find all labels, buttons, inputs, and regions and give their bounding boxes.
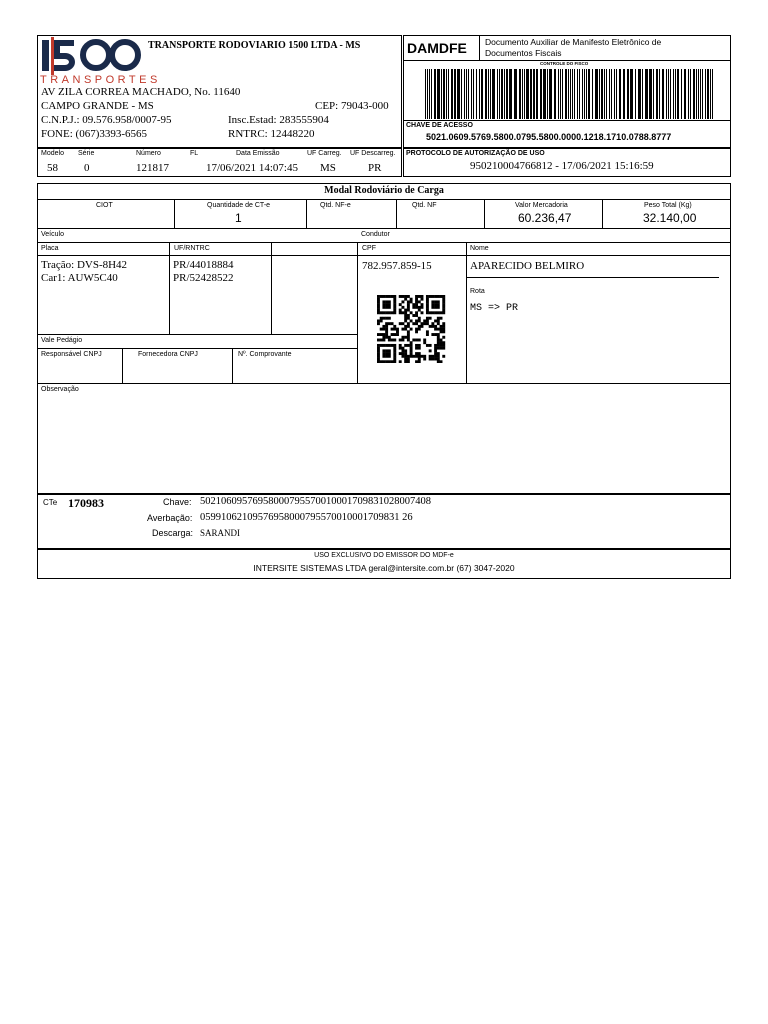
car1-value: Car1: AUW5C40 [41, 272, 118, 284]
qtd-cte-value: 1 [235, 211, 242, 225]
descarga-value: SARANDI [200, 528, 241, 538]
cte-number: 170983 [68, 496, 104, 510]
condutor-label: Condutor [361, 231, 390, 238]
issuer-address: AV ZILA CORREA MACHADO, No. 11640 [41, 86, 241, 98]
ciot-label: CIOT [96, 202, 113, 209]
fornecedora-cnpj-label: Fornecedora CNPJ [138, 351, 198, 358]
rota-label: Rota [470, 288, 485, 295]
qtd-cte-label: Quantidade de CT-e [207, 202, 271, 209]
logo-word: TRANSPORTES [40, 74, 161, 86]
damdfe-subtitle: Documento Auxiliar de Manifesto Eletrônico de Documentos Fiscais [485, 37, 662, 58]
emissao-label: Data Emissão [236, 150, 280, 157]
footer-sistema: INTERSITE SISTEMAS LTDA geral@intersite.com.br (67) 3047-2020 [253, 563, 515, 573]
uf-carreg-value: MS [320, 162, 336, 174]
issuer-rntrc: RNTRC: 12448220 [228, 128, 315, 140]
descarga-label: Descarga: [152, 528, 194, 538]
qtd-nf-label: Qtd. NF [412, 202, 437, 209]
company-name: TRANSPORTE RODOVIARIO 1500 LTDA - MS [148, 40, 361, 51]
issuer-city: CAMPO GRANDE - MS [41, 100, 154, 112]
veiculo-label: Veículo [41, 231, 64, 238]
access-key-barcode [425, 69, 715, 119]
protocolo-value: 950210004766812 - 17/06/2021 15:16:59 [470, 160, 654, 172]
protocolo-label: PROTOCOLO DE AUTORIZAÇÃO DE USO [406, 150, 545, 157]
cte-chave-value: 50210609576958000795570010001709831028007408 [200, 496, 431, 507]
cte-label: CTe [43, 498, 58, 507]
observacao-label: Observação [41, 386, 79, 393]
rntrc1-value: PR/44018884 [173, 259, 234, 271]
emissao-value: 17/06/2021 14:07:45 [206, 162, 298, 174]
numero-value: 121817 [136, 162, 169, 174]
controle-fisco-label: CONTROLE DO FISCO [540, 61, 589, 66]
uf-rntrc-label: UF/RNTRC [174, 245, 210, 252]
peso-value: 32.140,00 [643, 211, 697, 225]
peso-label: Peso Total (Kg) [644, 202, 692, 209]
tracao-value: Tração: DVS-8H42 [41, 259, 128, 271]
vale-pedagio-label: Vale Pedágio [41, 337, 83, 344]
qr-code [375, 295, 447, 363]
issuer-phone: FONE: (067)3393-6565 [41, 128, 148, 140]
nome-label: Nome [470, 245, 489, 252]
rota-value: MS => PR [470, 303, 519, 314]
averbacao-label: Averbação: [147, 513, 193, 523]
qtd-nfe-label: Qtd. NF-e [320, 202, 351, 209]
issuer-cep: CEP: 79043-000 [315, 100, 389, 112]
damdfe-title: DAMDFE [407, 40, 467, 56]
valor-value: 60.236,47 [518, 211, 572, 225]
chave-value: 5021.0609.5769.5800.0795.5800.0000.1218.1710.0788.8777 [426, 132, 672, 142]
cpf-value: 782.957.859-15 [362, 260, 432, 272]
issuer-ie: Insc.Estad: 283555904 [228, 114, 329, 126]
chave-label: CHAVE DE ACESSO [406, 122, 473, 129]
cpf-label: CPF [362, 245, 376, 252]
modal-title: Modal Rodoviário de Carga [324, 185, 444, 196]
valor-label: Valor Mercadoria [515, 202, 568, 209]
serie-value: 0 [84, 162, 90, 174]
modelo-value: 58 [47, 162, 58, 174]
serie-label: Série [78, 150, 95, 157]
modelo-label: Modelo [41, 150, 64, 157]
nome-value: APARECIDO BELMIRO [470, 260, 585, 272]
issuer-cnpj: C.N.P.J.: 09.576.958/0007-95 [41, 114, 172, 126]
comprovante-label: Nº. Comprovante [238, 351, 292, 358]
uf-descarreg-label: UF Descarreg. [350, 150, 396, 157]
cte-chave-label: Chave: [163, 497, 192, 507]
uf-carreg-label: UF Carreg. [307, 150, 342, 157]
responsavel-cnpj-label: Responsável CNPJ [41, 351, 102, 358]
averbacao-value: 05991062109576958000795570010001709831 26 [200, 512, 413, 523]
placa-label: Placa [41, 245, 59, 252]
uf-descarreg-value: PR [368, 162, 382, 174]
fl-label: FL [190, 150, 199, 157]
numero-label: Número [136, 150, 161, 157]
rntrc2-value: PR/52428522 [173, 272, 234, 284]
footer-uso: USO EXCLUSIVO DO EMISSOR DO MDF-e [314, 552, 454, 559]
